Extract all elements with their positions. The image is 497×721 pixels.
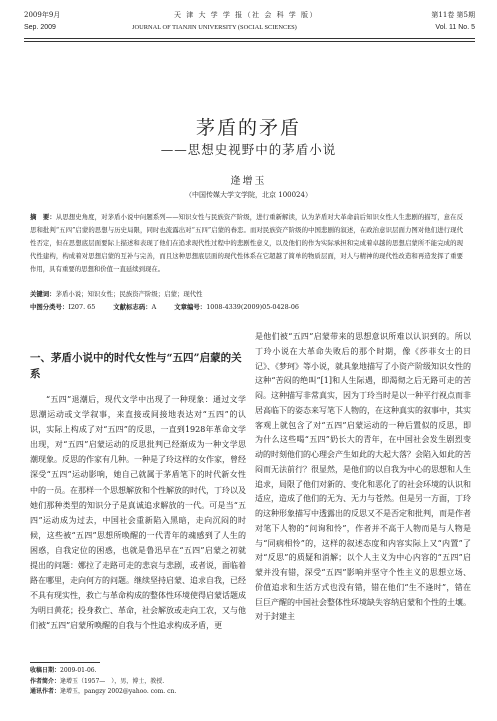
contact-value: 逄增玉，pangzy 2002@yahoo. com. cn. [60,688,177,695]
abstract [30,211,463,276]
contact-label: 通讯作者： [30,688,61,695]
footnote-bio [30,677,176,688]
abstract-text: 从思想史角度，对茅盾小说中问题系列——知识女性与民族资产阶级，进行重新解读，认为茅盾对大革命前后知识女性人生悲剧的描写，意在反思和批判“五四”启蒙的思想与历史局限，同时也流露出对“五四”启蒙的眷恋。而对民族资产阶级的中国悲剧的叙述，在政治意识层面力图对他们进行现代性否定，但在思想底层面要际上描述和表现了他们在追求现代性过程中的悲剧性意义，以及他们的作为实际承担和完成着卓越的思想启蒙所不能完成的现代性建构，构成着对思想启蒙的互补与完善，而且这种思想底层面的现代性体系在它超越了简单的物质层面，对人与精神的现代性改造和再造发挥了重要作用，具有重要的思想和价值一直延续到现在。 [30,213,463,273]
article-subtitle: ——思想史视野中的茅盾小说 [160,142,337,157]
footnote-received [30,666,176,677]
body-column-right [255,330,471,625]
footnote [30,666,176,698]
clc-value: I207. 65 [68,303,96,311]
bio-label: 作者简介： [30,677,61,685]
footnote-contact [30,687,176,698]
article-id-value: 1008-4339(2009)05-0428-06 [206,303,299,311]
classification-line [30,302,463,311]
body-paragraph: “五四”退潮后，现代文学中出现了一种现象：通过文学思潮运动或文学叙事，来直接或间接地表达对“五四”的认识，实际上构成了对“五四”的反思，一直到1928年革命文学出现，对“五四”启蒙运动的反思批判已经渐成为一种文学思潮现象。反思的作家有几种。一种是了玲这样的女作家，曾经深受“五四”运动影响，她自己就属于茅盾笔下的时代新女性中的一员。在那样一个思想解放和个性解放的时代，丁玲以及她们那种类型的知识分子是真诚追求解放的一代。可是当“五四”运动成为过去，中国社会重新陷入黑暗，走向沉闷的时候，这些被“五四”思想所唤醒的一代青年的魂感到了人生的困惑，自我定位的困惑，也就是鲁迅早在“五四”启蒙之初就提出的问题：娜拉了走路可走的悲哀与悲剧，或者说，面临着路在哪里，走向何方的问题。继续坚持启蒙、追求自我，已经不具有现实性，救亡与革命构成的整体性环境使得启蒙话题成为明日黄花；投身救亡、革命，社会解放或走向工农，又与他们被“五四”启蒙所唤醒的自我与个性追求构成矛盾，更 [30,395,246,631]
journal-name-en: JOURNAL OF TIANJIN UNIVERSITY (SOCIAL SCIENCES) [132,24,297,31]
keywords-label: 关键词： [30,290,56,298]
author-name: 逄增玉 [230,176,267,187]
doc-code-value: A [151,303,157,311]
issue-date-cn: 2009年9月 [24,11,61,19]
clc-label: 中图分类号： [30,303,69,311]
article-title: 茅盾的矛盾 [195,117,301,139]
section-heading: 一、茅盾小说中的时代女性与“五四”启蒙的关系 [30,352,242,380]
received-value: 2009-01-06. [60,667,97,674]
section-body-left [30,392,246,634]
article-id-label: 文章编号： [174,303,207,311]
header-rule-thin [24,41,475,42]
keywords-text: 茅盾小说；知识女性；民族资产阶级；启蒙；现代性 [55,290,203,298]
journal-name-cn: 天 津 大 学 学 报（社 会 科 学 版） [174,11,319,19]
header-rule-thick [24,38,475,39]
received-label: 收稿日期： [30,667,61,674]
author-affiliation: （中国传媒大学文学院，北京 100024） [185,191,312,199]
doc-code-label: 文献标志码： [113,303,152,311]
bio-value: 逄增玉（1957— ），男，博士，教授. [60,677,165,685]
journal-header [24,8,475,44]
footnote-rule [30,662,100,663]
volume-cn: 第11卷 第5期 [431,11,475,19]
issue-date-en: Sep. 2009 [24,24,56,31]
volume-en: Vol. 11 No. 5 [435,24,475,31]
keywords [30,289,463,298]
body-paragraph-continued: 是他们被“五四”启蒙带来的思想意识所难以认识到的。所以丁玲小说在大革命失败后的那个时期，像《莎菲女士的日记》、《梦珂》等小说，就具象地描写了小资产阶级知识女性的这种“苦闷的绝叫”[1]和人生际遇，即渴彻之后无路可走的苦闷。这种描写非常真实，因为丁玲当时是以一种平行视点而非居高临下的姿态来写笔下人物的，在这种真实的叙事中，其实客观上就包含了对“五四”启蒙运动的一种后置似的反思，即为什么这些喝“五四”奶长大的青年，在中国社会发生剧烈变动的时刻他们的心理会产生如此的大起大落？会陷入如此的苦闷而无法前行？很显然，是他们的以自我为中心的思想和人生追求，局限了他们对新的、变化和恶化了的社会环境的认识和适应，造成了他们的无为、无力与苍然。但是另一方面，丁玲的这种形象描写中透露出的反思又不是否定和批判，而是作者对笔下人物的“问询和怜”，作者并不高于人物而是与人物是与“同病相怜”的，这样的叙述态度和内容实际上又“内置”了对“反思”的质疑和消解；以个人主义为中心内容的“五四”启蒙并没有错，深受“五四”影响并坚守个性主义的思想立场、价值追求和生活方式也没有错，错在他们“生不逢时”，错在巨巨产醒的中国社会整体性环境缺失容纳启蒙和个性的土壤。对于封建主 [255,332,471,622]
abstract-label: 摘 要： [30,213,56,221]
